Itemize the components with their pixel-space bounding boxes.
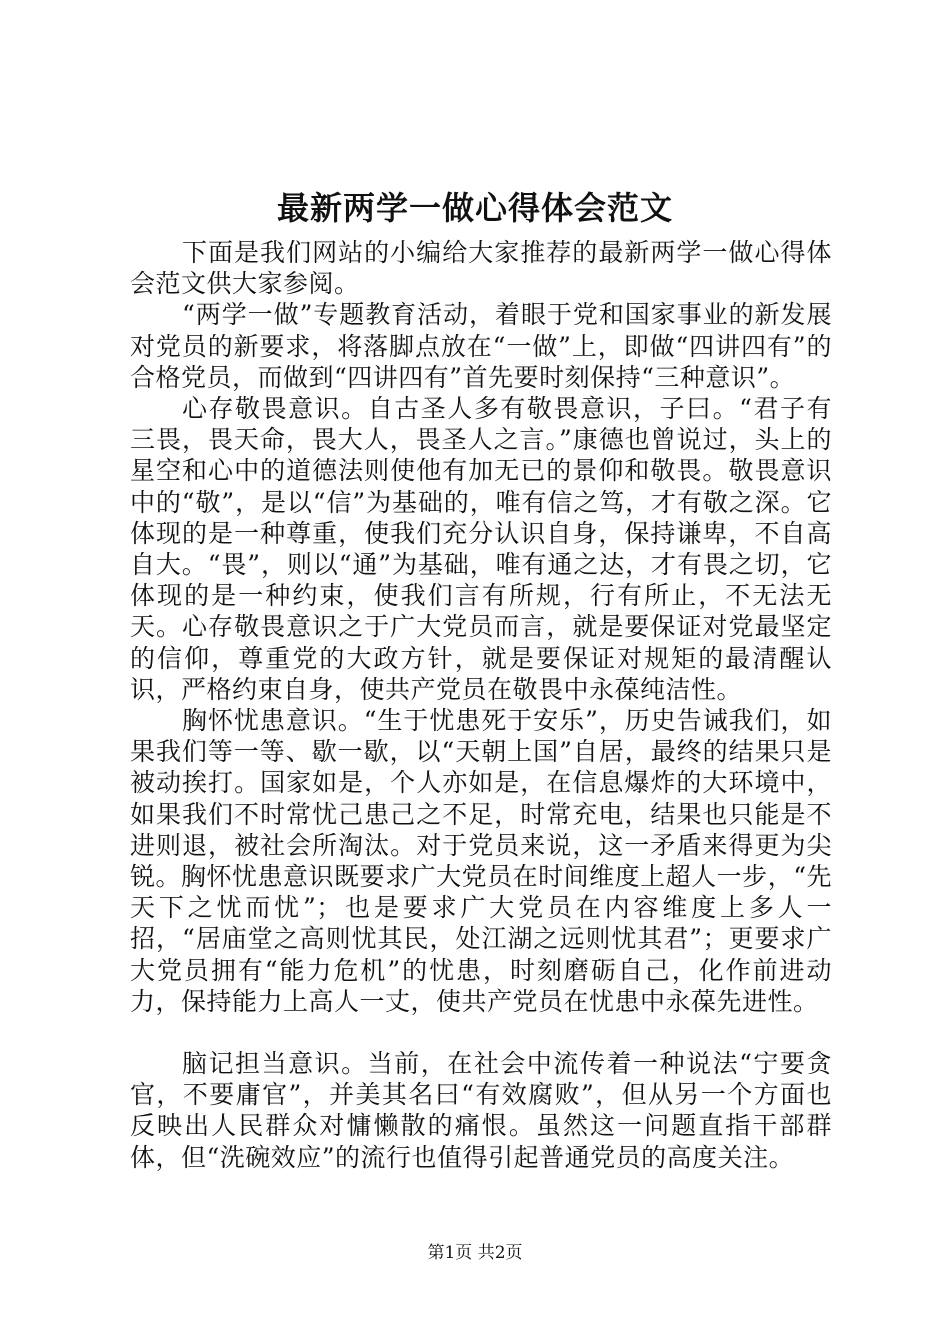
paragraph-overview: “两学一做”专题教育活动，着眼于党和国家事业的新发展对党员的新要求，将落脚点放在“一做”上，即做“四讲四有”的合格党员，而做到“四讲四有”首先要时刻保持“三种意识”。 (130, 300, 832, 392)
paragraph-awe-awareness: 心存敬畏意识。自古圣人多有敬畏意识，子曰。“君子有三畏，畏天命，畏大人，畏圣人之言。”康德也曾说过，头上的星空和心中的道德法则使他有加无已的景仰和敬畏。敬畏意识中的“敬”，是以“信”为基础的，唯有信之笃，才有敬之深。它体现的是一种尊重，使我们充分认识自身，保持谦卑，不自高自大。“畏”，则以“通”为基础，唯有通之达，才有畏之切，它体现的是一种约束，使我们言有所规，行有所止，不无法无天。心存敬畏意识之于广大党员而言，就是要保证对党最坚定的信仰，尊重党的大政方针，就是要保证对规矩的最清醒认识，严格约束自身，使共产党员在敬畏中永葆纯洁性。 (130, 394, 832, 704)
document-title: 最新两学一做心得体会范文 (276, 189, 673, 227)
paragraph-crisis-awareness: 胸怀忧患意识。“生于忧患死于安乐”，历史告诫我们，如果我们等一等、歇一歇，以“天朝上国”自居，最终的结果只是被动挨打。国家如是，个人亦如是，在信息爆炸的大环境中，如果我们不时常忧己患己之不足，时常充电，结果也只能是不进则退，被社会所淘汰。对于党员来说，这一矛盾来得更为尖锐。胸怀忧患意识既要求广大党员在时间维度上超人一步，“先天下之忧而忧”；也是要求广大党员在内容维度上多人一招，“居庙堂之高则忧其民，处江湖之远则忧其君”；更要求广大党员拥有“能力危机”的忧患，时刻磨砺自己，化作前进动力，保持能力上高人一丈，使共产党员在忧患中永葆先进性。 (130, 706, 832, 1016)
page-footer: 第1页 共2页 (427, 1243, 523, 1263)
paragraph-responsibility-awareness: 脑记担当意识。当前，在社会中流传着一种说法“宁要贪官，不要庸官”，并美其名曰“有效腐败”，但从另一个方面也反映出人民群众对慵懒散的痛恨。虽然这一问题直指干部群体，但“洗碗效应”的流行也值得引起普通党员的高度关注。 (130, 1049, 832, 1172)
paragraph-intro: 下面是我们网站的小编给大家推荐的最新两学一做心得体会范文供大家参阅。 (130, 238, 832, 299)
document-body (130, 237, 832, 1173)
